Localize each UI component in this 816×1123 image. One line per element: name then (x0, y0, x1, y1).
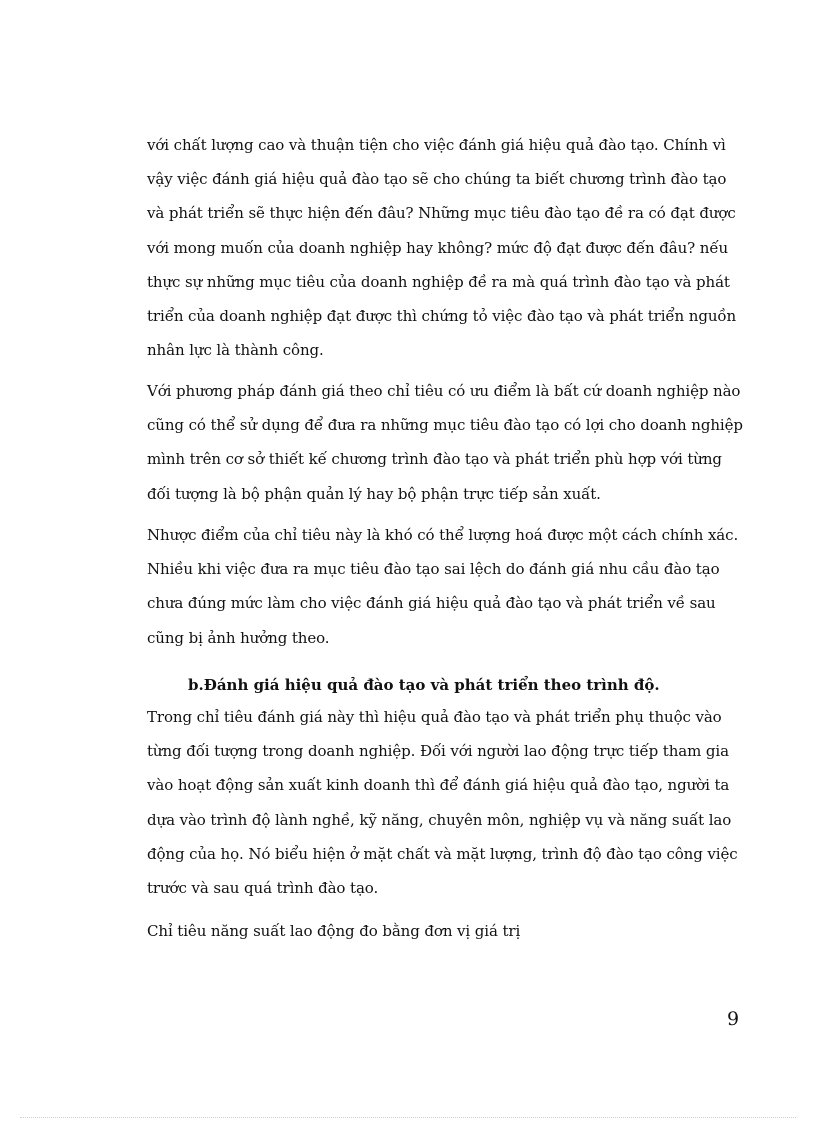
paragraph-skill-level-criteria (147, 700, 747, 905)
paragraph-text: Nhược điểm của chỉ tiêu này là khó có thể lượng hoá được một cách chính xác. Nhiều khi việc đưa ra mục tiêu đào tạo sai lệch do đánh giá nhu cầu đào tạo chưa đúng mức làm cho việc đánh giá hiệu quả đào tạo và phát triển về sau cũng bị ảnh hưởng theo. (147, 526, 739, 647)
paragraph-evaluation-importance (147, 128, 747, 367)
page-footer-divider (20, 1117, 796, 1118)
paragraph-text: Chỉ tiêu năng suất lao động đo bằng đơn vị giá trị (147, 922, 521, 940)
paragraph-disadvantages (147, 518, 747, 655)
paragraph-productivity-metric (147, 914, 747, 948)
paragraph-text: Với phương pháp đánh giá theo chỉ tiêu có ưu điểm là bất cứ doanh nghiệp nào cũng có thể sử dụng để đưa ra những mục tiêu đào tạo có lợi cho doanh nghiệp mình trên cơ sở thiết kế chương trình đào tạo và phát triển phù hợp với từng đối tượng là bộ phận quản lý hay bộ phận trực tiếp sản xuất. (147, 382, 743, 503)
page-number: 9 (727, 1008, 740, 1030)
paragraph-text: Trong chỉ tiêu đánh giá này thì hiệu quả đào tạo và phát triển phụ thuộc vào từng đối tượng trong doanh nghiệp. Đối với người lao động trực tiếp tham gia vào hoạt động sản xuất kinh doanh thì để đánh giá hiệu quả đào tạo, người ta dựa vào trình độ lành nghề, kỹ năng, chuyên môn, nghiệp vụ và năng suất lao động của họ. Nó biểu hiện ở mặt chất và mặt lượng, trình độ đào tạo công việc trước và sau quá trình đào tạo. (147, 708, 738, 898)
section-heading: b.Đánh giá hiệu quả đào tạo và phát triển theo trình độ. (188, 676, 660, 694)
paragraph-text: với chất lượng cao và thuận tiện cho việc đánh giá hiệu quả đào tạo. Chính vì vậy việc đánh giá hiệu quả đào tạo sẽ cho chúng ta biết chương trình đào tạo và phát triển sẽ thực hiện đến đâu? Những mục tiêu đào tạo đề ra có đạt được với mong muốn của doanh nghiệp hay không? mức độ đạt được đến đâu? nếu thực sự những mục tiêu của doanh nghiệp đề ra mà quá trình đào tạo và phát triển của doanh nghiệp đạt được thì chứng tỏ việc đào tạo và phát triển nguồn nhân lực là thành công. (147, 136, 737, 360)
paragraph-advantages (147, 374, 747, 511)
